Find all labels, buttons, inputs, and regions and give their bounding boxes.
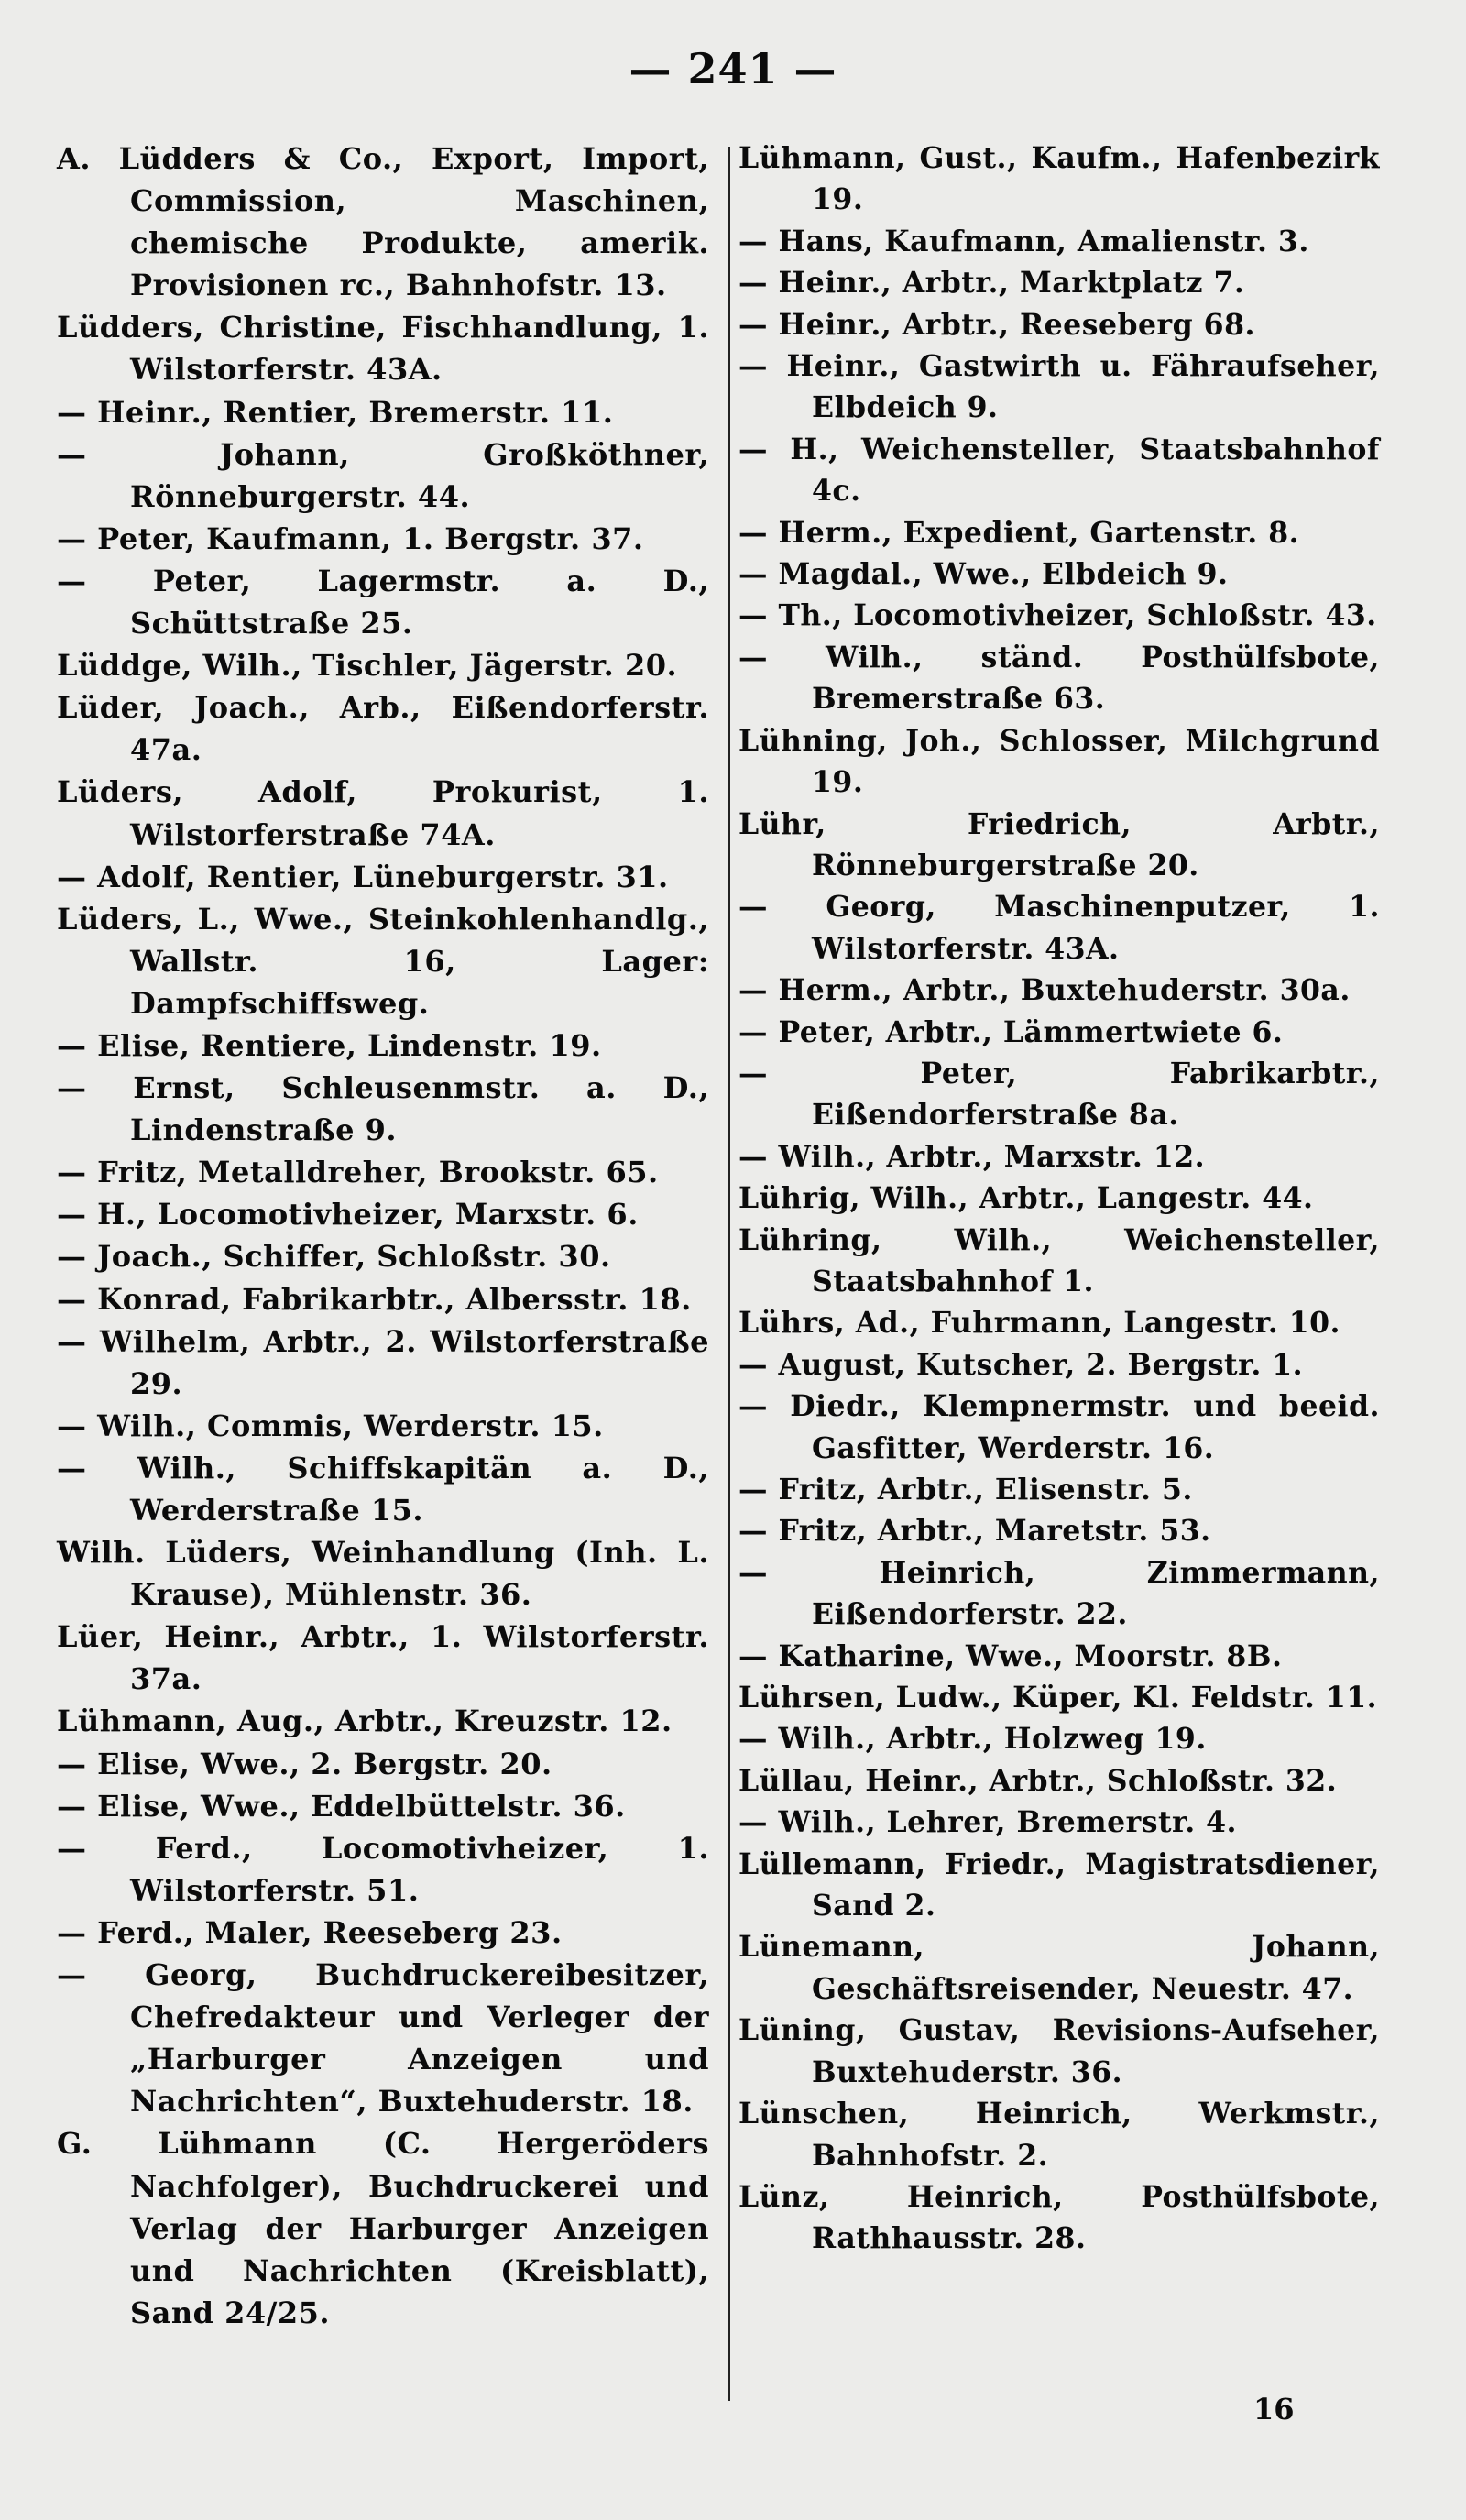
directory-entry: Lührs, Ad., Fuhrmann, Langestr. 10. (738, 1306, 1341, 1341)
directory-entry: Lünschen, Heinrich, Werkmstr., Bahnhofstr. 2. (738, 2097, 1380, 2173)
directory-entry: — Th., Locomotivheizer, Schloßstr. 43. (738, 598, 1377, 633)
directory-entry: Wilh. Lüders, Weinhandlung (Inh. L. Krause), Mühlenstr. 36. (57, 1535, 709, 1613)
directory-entry: — Georg, Buchdruckereibesitzer, Chefredakteur und Verleger der „Harburger Anzeigen und Nachrichten“, Buxtehuderstr. 18. (57, 1957, 709, 2120)
directory-entry: — Magdal., Wwe., Elbdeich 9. (738, 557, 1229, 592)
directory-entry: — Fritz, Arbtr., Elisenstr. 5. (738, 1473, 1193, 1507)
directory-entry: — Adolf, Rentier, Lüneburgerstr. 31. (57, 859, 669, 894)
directory-entry: Lühring, Wilh., Weichensteller, Staatsbahnhof 1. (738, 1222, 1380, 1298)
directory-entry: Lühning, Joh., Schlosser, Milchgrund 19. (738, 723, 1380, 800)
directory-entry: Lüllemann, Friedr., Magistratsdiener, Sand 2. (738, 1846, 1380, 1923)
directory-entry: — Johann, Großköthner, Rönneburgerstr. 44. (57, 436, 709, 514)
signature-mark: 16 (1253, 2392, 1295, 2427)
directory-entry: — Wilh., Commis, Werderstr. 15. (57, 1408, 604, 1443)
directory-entry: — H., Weichensteller, Staatsbahnhof 4c. (738, 432, 1380, 509)
directory-entry: — Wilh., Schiffskapitän a. D., Werderstraße 15. (57, 1450, 709, 1528)
directory-entry: — Elise, Wwe., Eddelbüttelstr. 36. (57, 1788, 626, 1824)
directory-entry: — Ferd., Maler, Reeseberg 23. (57, 1914, 563, 1950)
left-column (57, 137, 709, 2334)
directory-entry: Lüdders, Christine, Fischhandlung, 1. Wilstorferstr. 43A. (57, 310, 709, 388)
directory-entry: — Fritz, Arbtr., Maretstr. 53. (738, 1514, 1211, 1549)
directory-entry: Lührsen, Ludw., Küper, Kl. Feldstr. 11. (738, 1681, 1378, 1715)
directory-entry: — Wilh., ständ. Posthülfsbote, Bremerstraße 63. (738, 640, 1380, 717)
directory-entry: Lüllau, Heinr., Arbtr., Schloßstr. 32. (738, 1763, 1338, 1798)
directory-entry: — Fritz, Metalldreher, Brookstr. 65. (57, 1155, 659, 1190)
directory-entry: Lühr, Friedrich, Arbtr., Rönneburgerstraße 20. (738, 806, 1380, 882)
directory-entry: — Peter, Kaufmann, 1. Bergstr. 37. (57, 520, 644, 556)
directory-entry: — Ernst, Schleusenmstr. a. D., Lindenstraße 9. (57, 1070, 709, 1148)
directory-entry: Lüders, L., Wwe., Steinkohlenhandlg., Wallstr. 16, Lager: Dampfschiffsweg. (57, 901, 709, 1021)
directory-entry: Lünz, Heinrich, Posthülfsbote, Rathhausstr. 28. (738, 2179, 1380, 2256)
directory-entry: — Peter, Lagermstr. a. D., Schüttstraße 25. (57, 563, 709, 641)
right-column (738, 137, 1380, 2260)
page-number-header: — 241 — (629, 44, 837, 93)
directory-entry: Lührig, Wilh., Arbtr., Langestr. 44. (738, 1181, 1314, 1216)
directory-entry: — H., Locomotivheizer, Marxstr. 6. (57, 1197, 639, 1233)
directory-entry: — Wilh., Lehrer, Bremerstr. 4. (738, 1805, 1238, 1840)
directory-entry: — Wilh., Arbtr., Marxstr. 12. (738, 1139, 1206, 1174)
directory-entry: — Wilh., Arbtr., Holzweg 19. (738, 1722, 1207, 1757)
directory-entry: — Heinr., Arbtr., Reeseberg 68. (738, 307, 1255, 342)
directory-entry: — Heinr., Gastwirth u. Fähraufseher, Elbdeich 9. (738, 349, 1380, 425)
directory-entry: G. Lühmann (C. Hergeröders Nachfolger), Buchdruckerei und Verlag der Harburger Anzeigen und Nachrichten (Kreisblatt), Sand 24/25. (57, 2126, 709, 2330)
directory-entry: Lühmann, Gust., Kaufm., Hafenbezirk 19. (738, 141, 1380, 217)
directory-entry: — Hans, Kaufmann, Amalienstr. 3. (738, 224, 1309, 258)
directory-entry: — Wilhelm, Arbtr., 2. Wilstorferstraße 29. (57, 1323, 709, 1401)
directory-entry: — Heinr., Rentier, Bremerstr. 11. (57, 394, 614, 430)
directory-entry: — Peter, Arbtr., Lämmertwiete 6. (738, 1014, 1284, 1049)
column-divider (728, 147, 730, 2401)
directory-entry: Lüders, Adolf, Prokurist, 1. Wilstorferstraße 74A. (57, 774, 709, 852)
directory-entry: — Elise, Rentiere, Lindenstr. 19. (57, 1027, 602, 1063)
directory-entry: Lüning, Gustav, Revisions-Aufseher, Buxtehuderstr. 36. (738, 2013, 1380, 2089)
directory-entry: Lüddge, Wilh., Tischler, Jägerstr. 20. (57, 648, 678, 684)
directory-entry: A. Lüdders & Co., Export, Import, Commission, Maschinen, chemische Produkte, amerik. Provisionen rc., Bahnhofstr. 13. (57, 141, 709, 303)
directory-entry: Lünemann, Johann, Geschäftsreisender, Neuestr. 47. (738, 1930, 1380, 2006)
directory-entry: Lüer, Heinr., Arbtr., 1. Wilstorferstr. 37a. (57, 1619, 709, 1697)
directory-entry: — Ferd., Locomotivheizer, 1. Wilstorferstr. 51. (57, 1830, 709, 1908)
directory-entry: — Heinr., Arbtr., Marktplatz 7. (738, 266, 1245, 301)
directory-entry: — Peter, Fabrikarbtr., Eißendorferstraße 8a. (738, 1056, 1380, 1133)
directory-entry: — Elise, Wwe., 2. Bergstr. 20. (57, 1746, 552, 1781)
directory-entry: — Herm., Expedient, Gartenstr. 8. (738, 515, 1300, 550)
directory-entry: — Konrad, Fabrikarbtr., Albersstr. 18. (57, 1281, 692, 1317)
directory-entry: — Katharine, Wwe., Moorstr. 8B. (738, 1638, 1283, 1673)
directory-entry: — Herm., Arbtr., Buxtehuderstr. 30a. (738, 973, 1351, 1008)
directory-entry: — August, Kutscher, 2. Bergstr. 1. (738, 1347, 1304, 1382)
directory-entry: Lüder, Joach., Arb., Eißendorferstr. 47a. (57, 690, 709, 768)
directory-entry: Lühmann, Aug., Arbtr., Kreuzstr. 12. (57, 1704, 673, 1739)
directory-entry: — Georg, Maschinenputzer, 1. Wilstorferstr. 43A. (738, 890, 1380, 966)
directory-entry: — Joach., Schiffer, Schloßstr. 30. (57, 1239, 611, 1275)
directory-entry: — Heinrich, Zimmermann, Eißendorferstr. 22. (738, 1555, 1380, 1632)
directory-entry: — Diedr., Klempnermstr. und beeid. Gasfitter, Werderstr. 16. (738, 1389, 1380, 1465)
